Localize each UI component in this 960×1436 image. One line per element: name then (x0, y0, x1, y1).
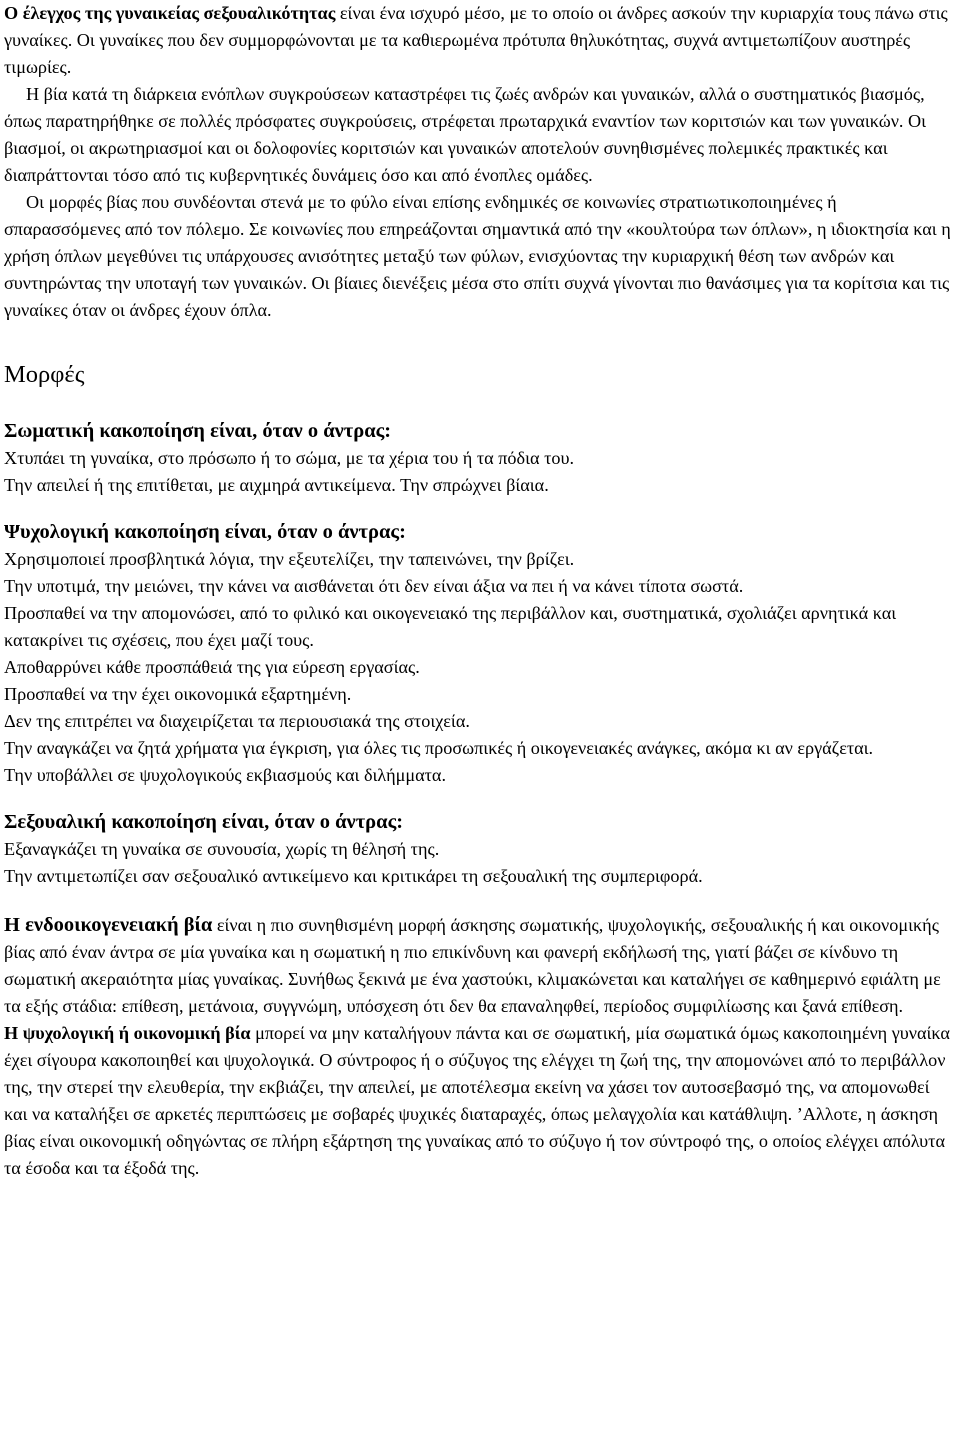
psychological-line-6: Δεν της επιτρέπει να διαχειρίζεται τα περιουσιακά της στοιχεία. (4, 711, 470, 731)
psychological-abuse-heading: Ψυχολογική κακοποίηση είναι, όταν ο άντρας: (4, 521, 406, 543)
psychological-line-1: Χρησιμοποιεί προσβλητικά λόγια, την εξευτελίζει, την ταπεινώνει, την βρίζει. (4, 549, 575, 569)
physical-line-1: Χτυπάει τη γυναίκα, στο πρόσωπο ή το σώμα, με τα χέρια του ή τα πόδια του. (4, 448, 575, 468)
psychological-economic-paragraph (4, 1020, 956, 1182)
intro-paragraph-2: Η βία κατά τη διάρκεια ενόπλων συγκρούσεων καταστρέφει τις ζωές ανδρών και γυναικών, αλλά ο συστηματικός βιασμός, όπως παρατηρήθηκε σε πολλές πρόσφατες συγκρούσεις, στρέφεται πρωταρχικά εναντίον των κοριτσιών και των γυναικών. Οι βιασμοί, οι ακρωτηριασμοί και οι δολοφονίες κοριτσιών και γυναικών αποτελούν συνηθισμένες πολεμικές πρακτικές και διαπράττονται τόσο από τις κυβερνητικές δυνάμεις όσο και από ένοπλες ομάδες. (4, 84, 927, 185)
psychological-line-5: Προσπαθεί να την έχει οικονομικά εξαρτημένη. (4, 684, 352, 704)
psychological-economic-bold-lead: Η ψυχολογική ή οικονομική βία (4, 1023, 251, 1043)
psychological-line-7: Την αναγκάζει να ζητά χρήματα για έγκριση, για όλες τις προσωπικές ή οικογενειακές ανάγκες, ακόμα κι αν εργάζεται. (4, 738, 874, 758)
intro-paragraph-1 (4, 0, 956, 81)
domestic-violence-text: είναι η πιο συνηθισμένη μορφή άσκησης σωματικής, ψυχολογικής, σεξουαλικής ή και οικονομικής βίας από έναν άντρα σε μία γυναίκα και η σωματική η πιο επικίνδυνη και φανερή εκδήλωσή της, γιατί βάζει σε κίνδυνο τη σωματική ακεραιότητα μίας γυναίκας. Συνήθως ξεκινά με ένα χαστούκι, κλιμακώνεται και καταλήγει σε καθημερινό εφιάλτη με τα εξής στάδια: επίθεση, μετάνοια, συγγνώμη, υπόσχεση ότι δεν θα επαναληφθεί, περίοδος συμφιλίωσης και ξανά επίθεση. (4, 915, 941, 1016)
intro-paragraph-3: Οι μορφές βίας που συνδέονται στενά με το φύλο είναι επίσης ενδημικές σε κοινωνίες στρατιωτικοποιημένες ή σπαρασσόμενες από τον πόλεμο. Σε κοινωνίες που επηρεάζονται σημαντικά από την «κουλτούρα των όπλων», η ιδιοκτησία και η χρήση όπλων μεγεθύνει τις υπάρχουσες ανισότητες μεταξύ των φύλων, ενισχύοντας την κυριαρχική θέση των ανδρών και συντηρώντας την υποταγή των γυναικών. Οι βίαιες διενέξεις μέσα στο σπίτι συχνά γίνονται πιο θανάσιμες για τα κορίτσια και τις γυναίκες όταν οι άνδρες έχουν όπλα. (4, 192, 951, 320)
psychological-economic-text: μπορεί να μην καταλήγουν πάντα και σε σωματική, μία σωματικά όμως κακοποιημένη γυναίκα έχει σίγουρα κακοποιηθεί και ψυχολογικά. Ο σύντροφος ή ο σύζυγος της ελέγχει τη ζωή της, την απομονώνει από το περιβάλλον της, την στερεί την ελευθερία, την εκβιάζει, την απειλεί, με αποτέλεσμα εκείνη να χάσει τον αυτοσεβασμό της, να απομονωθεί και να καταλήξει σε αρκετές περιπτώσεις με σοβαρές ψυχικές διαταραχές, όπως μελαγχολία και κατάθλιψη. ’Αλλοτε, η άσκηση βίας είναι οικονομική οδηγώντας σε πλήρη εξάρτηση της γυναίκας από το σύζυγο ή τον σύντροφό της, ο οποίος ελέγχει απόλυτα τα έσοδα και τα έξοδά της. (4, 1023, 950, 1178)
domestic-violence-paragraph (4, 912, 956, 1020)
intro-paragraph-1-text: είναι ένα ισχυρό μέσο, με το οποίο οι άνδρες ασκούν την κυριαρχία τους πάνω στις γυναίκες. Οι γυναίκες που δεν συμμορφώνονται με τα καθιερωμένα πρότυπα θηλυκότητας, συχνά αντιμετωπίζουν αυστηρές τιμωρίες. (4, 3, 948, 77)
document-page (4, 0, 956, 1182)
psychological-line-2: Την υποτιμά, την μειώνει, την κάνει να αισθάνεται ότι δεν είναι άξια να πει ή να κάνει τίποτα σωστά. (4, 576, 744, 596)
psychological-line-8: Την υποβάλλει σε ψυχολογικούς εκβιασμούς και διλήμματα. (4, 765, 446, 785)
intro-bold-lead: Ο έλεγχος της γυναικείας σεξουαλικότητας (4, 3, 336, 23)
sexual-abuse-heading: Σεξουαλική κακοποίηση είναι, όταν ο άντρας: (4, 811, 404, 833)
physical-line-2: Την απειλεί ή της επιτίθεται, με αιχμηρά αντικείμενα. Την σπρώχνει βίαια. (4, 475, 549, 495)
sexual-line-1: Εξαναγκάζει τη γυναίκα σε συνουσία, χωρίς τη θέλησή της. (4, 839, 440, 859)
domestic-violence-bold-lead: Η ενδοοικογενειακή βία (4, 914, 213, 936)
forms-title: Μορφές (4, 361, 85, 388)
psychological-line-4: Αποθαρρύνει κάθε προσπάθειά της για εύρεση εργασίας. (4, 657, 420, 677)
sexual-line-2: Την αντιμετωπίζει σαν σεξουαλικό αντικείμενο και κριτικάρει τη σεξουαλική της συμπεριφορά. (4, 866, 703, 886)
psychological-line-3: Προσπαθεί να την απομονώσει, από το φιλικό και οικογενειακό της περιβάλλον και, συστηματικά, σχολιάζει αρνητικά και κατακρίνει τις σχέσεις, που έχει μαζί τους. (4, 603, 897, 650)
physical-abuse-heading: Σωματική κακοποίηση είναι, όταν ο άντρας: (4, 420, 392, 442)
